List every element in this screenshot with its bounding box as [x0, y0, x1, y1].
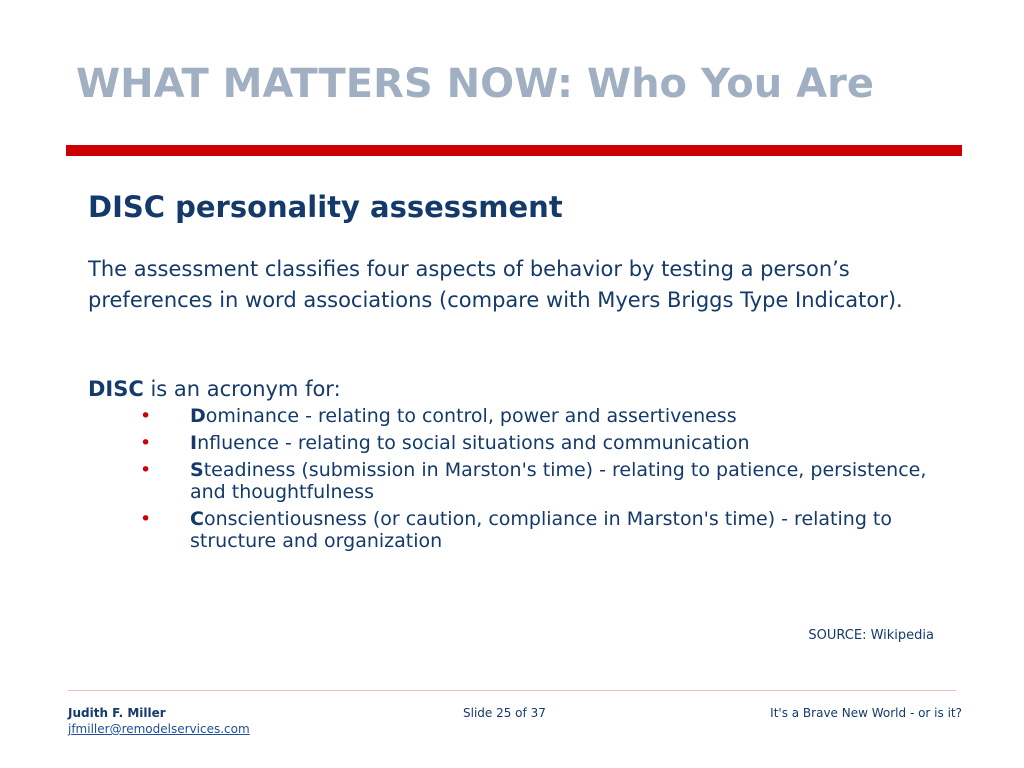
- slide-title: WHAT MATTERS NOW: Who You Are: [76, 61, 874, 107]
- section-heading: DISC personality assessment: [88, 190, 563, 224]
- bullet-icon: •: [140, 405, 152, 427]
- list-item-influence: [140, 432, 940, 454]
- footer-tagline: It's a Brave New World - or is it?: [770, 706, 962, 720]
- item-text: ominance - relating to control, power and assertiveness: [205, 405, 737, 427]
- footer-author: Judith F. Miller: [68, 706, 166, 720]
- list-item-conscientiousness: [140, 508, 940, 552]
- acronym-line: [88, 374, 341, 404]
- item-text: nfluence - relating to social situations and communication: [197, 432, 750, 454]
- item-text: onscientiousness (or caution, compliance in Marston's time) - relating to structure and organization: [190, 508, 892, 552]
- item-text: teadiness (submission in Marston's time) - relating to patience, persistence, and thoughtfulness: [190, 459, 927, 503]
- item-initial: S: [190, 459, 204, 481]
- acronym-text: is an acronym for:: [143, 377, 341, 401]
- disc-list: [140, 405, 940, 557]
- item-initial: D: [190, 405, 206, 427]
- title-divider: [66, 145, 962, 156]
- item-initial: I: [190, 432, 198, 454]
- footer-email-link[interactable]: jfmiller@remodelservices.com: [68, 722, 250, 736]
- bullet-icon: •: [140, 508, 152, 530]
- slide-number: Slide 25 of 37: [463, 706, 546, 720]
- source-citation: SOURCE: Wikipedia: [808, 628, 934, 643]
- bullet-icon: •: [140, 432, 152, 454]
- list-item-steadiness: [140, 459, 940, 503]
- footer-divider: [68, 690, 956, 691]
- list-item-dominance: [140, 405, 940, 427]
- bullet-icon: •: [140, 459, 152, 481]
- acronym-term: DISC: [88, 377, 144, 401]
- description-paragraph: The assessment classifies four aspects of behavior by testing a person’s preferences in word associations (compare with Myers Briggs Type Indicator).: [88, 257, 903, 312]
- item-initial: C: [190, 508, 204, 530]
